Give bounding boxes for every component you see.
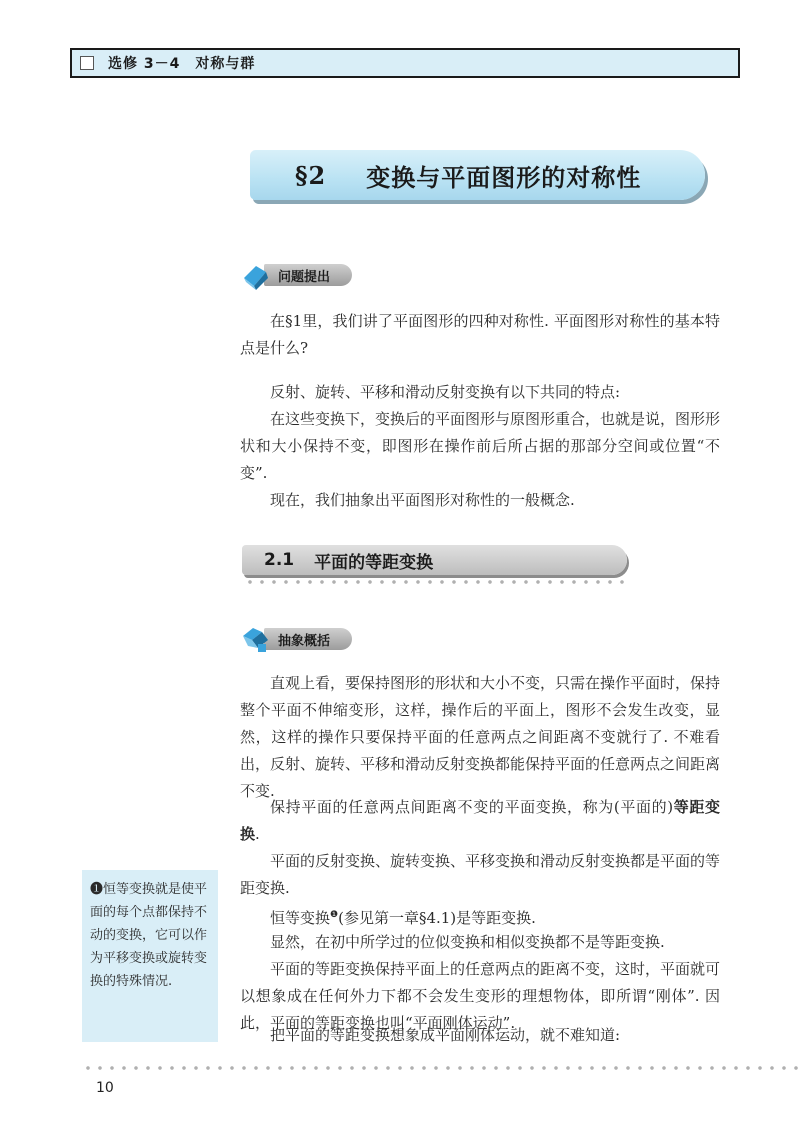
intro-paragraph-4: 现在，我们抽象出平面图形对称性的一般概念. — [270, 491, 575, 509]
definition-text: 保持平面的任意两点间距离不变的平面变换，称为(平面的) — [270, 798, 674, 816]
question-tag — [240, 262, 352, 288]
body-paragraph-5: 显然，在初中所学过的位似变换和相似变换都不是等距变换. — [270, 933, 665, 951]
header-text: 选修 3－4 对称与群 — [108, 56, 256, 72]
question-tag-label: 问题提出 — [264, 264, 352, 286]
footer-dotted-rule — [82, 1066, 800, 1070]
intro-paragraph-2: 反射、旋转、平移和滑动反射变换有以下共同的特点: — [270, 383, 621, 401]
intro-paragraph-1: 在§1里，我们讲了平面图形的四种对称性. 平面图形对称性的基本特点是什么? — [240, 312, 720, 357]
section-title-banner — [250, 150, 705, 200]
definition-term: 等距变换 — [240, 798, 720, 843]
definition-end: . — [255, 825, 260, 843]
body-paragraph-3: 平面的反射变换、旋转变换、平移变换和滑动反射变换都是平面的等距变换. — [240, 852, 721, 897]
identity-term: 恒等变换 — [270, 909, 331, 927]
identity-reference: (参见第一章§4.1)是等距变换. — [338, 909, 536, 927]
body-paragraph-1: 直观上看，要保持图形的形状和大小不变，只需在操作平面时，保持整个平面不伸缩变形，这样，操作后的平面上，图形不会发生改变，显然，这样的操作只要保持平面的任意两点之间距离不变就行了. 不难看出，反射、旋转、平移和滑动反射变换都能保持平面的任意两点之间距离不变. — [240, 674, 721, 800]
section-number: §2 — [295, 160, 327, 190]
section-title: 变换与平面图形的对称性 — [366, 162, 642, 192]
abstract-tag-label: 抽象概括 — [264, 628, 352, 650]
header-square-marker — [80, 56, 94, 70]
subsection-title-band — [242, 545, 627, 575]
abstract-tag — [240, 626, 352, 652]
running-header — [70, 48, 740, 78]
body-paragraph-7: 把平面的等距变换想象成平面刚体运动，就不难知道: — [270, 1026, 621, 1044]
body-paragraph-4 — [240, 902, 720, 932]
body-paragraph-6: 平面的等距变换保持平面上的任意两点的距离不变，这时，平面就可以想象成在任何外力下都不会发生变形的理想物体，即所谓“刚体”. 因此，平面的等距变换也叫“平面刚体运动”. — [240, 960, 721, 1032]
sidenote-text: ❶恒等变换就是使平面的每个点都保持不动的变换，它可以作为平移变换或旋转变换的特殊情况. — [90, 882, 208, 989]
page-number: 10 — [96, 1080, 114, 1096]
body-paragraph-2 — [240, 794, 720, 848]
subsection-dotted-rule — [244, 580, 629, 584]
subsection-title: 平面的等距变换 — [314, 552, 434, 573]
sidenote-box — [82, 870, 218, 1042]
abstract-puzzle-icon — [240, 624, 270, 654]
footnote-marker: ❶ — [330, 910, 339, 920]
subsection-number: 2.1 — [264, 550, 295, 570]
question-book-icon — [240, 260, 270, 290]
intro-paragraph-3: 在这些变换下，变换后的平面图形与原图形重合，也就是说，图形形状和大小保持不变，即图形在操作前后所占据的那部分空间或位置“不变”. — [240, 410, 721, 482]
